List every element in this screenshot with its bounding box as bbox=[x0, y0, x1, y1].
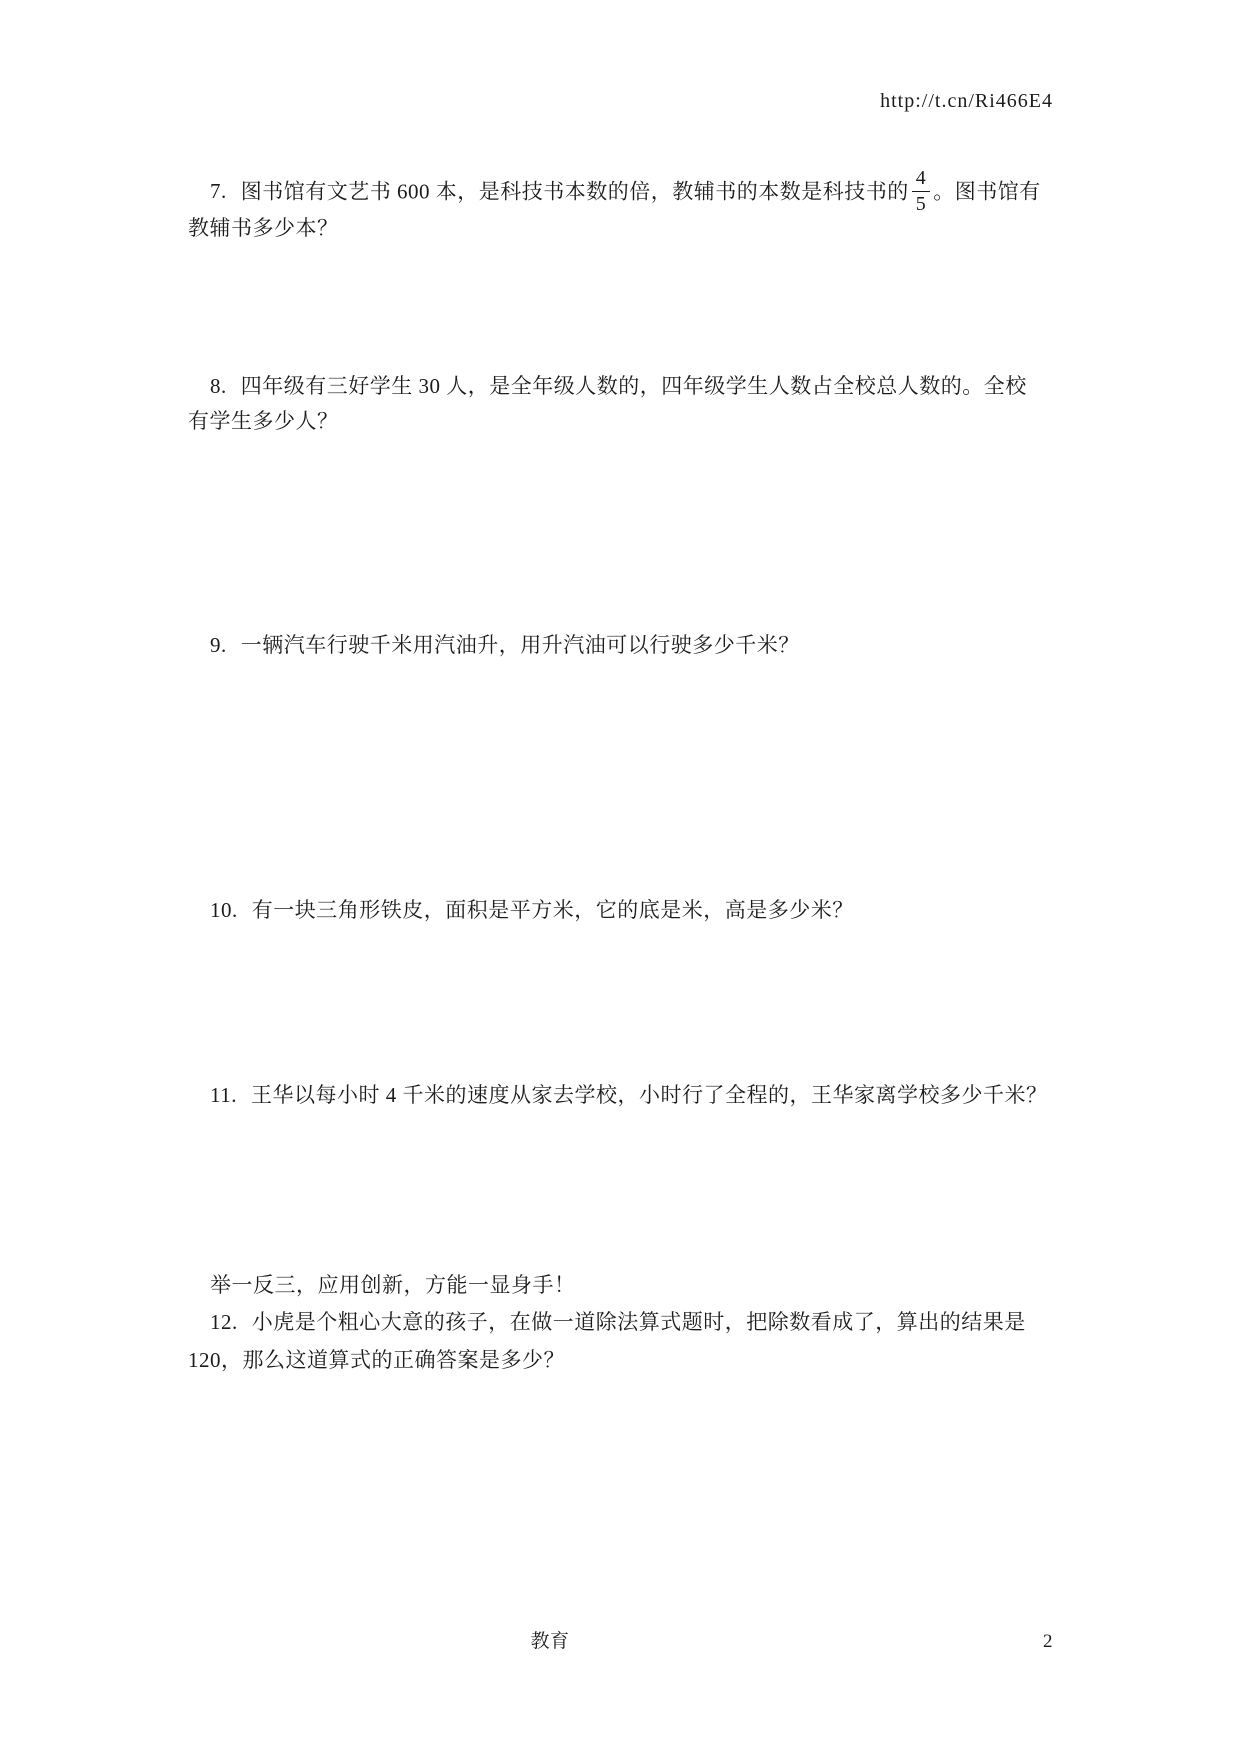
question-11 bbox=[210, 1080, 1047, 1110]
question-10-number: 10. bbox=[210, 898, 238, 922]
question-8-text: 四年级有三好学生 30 人，是全年级人数的，四年级学生人数占全校总人数的。全校 bbox=[240, 374, 1027, 398]
fraction-four-fifths bbox=[912, 167, 931, 216]
fraction-denominator: 5 bbox=[915, 193, 927, 215]
header-url: http://t.cn/Ri466E4 bbox=[880, 90, 1053, 112]
question-7-number: 7. bbox=[210, 179, 227, 204]
question-8-number: 8. bbox=[210, 374, 227, 398]
question-9-text: 一辆汽车行驶千米用汽油升，用升汽油可以行驶多少千米？ bbox=[240, 633, 800, 657]
footer-page-number: 2 bbox=[1043, 1631, 1053, 1652]
question-10-text: 有一块三角形铁皮，面积是平方米，它的底是米，高是多少米？ bbox=[251, 898, 854, 922]
question-12-line-2: 120，那么这道算式的正确答案是多少？ bbox=[188, 1348, 565, 1372]
question-11-number: 11. bbox=[210, 1083, 237, 1107]
question-7-text-after-fraction: 。图书馆有 bbox=[933, 179, 1041, 204]
footer-site-label: 教育 bbox=[530, 1631, 570, 1652]
question-9-number: 9. bbox=[210, 633, 227, 657]
question-10 bbox=[210, 895, 854, 925]
fraction-numerator: 4 bbox=[912, 167, 931, 192]
question-8-line-2: 有学生多少人？ bbox=[188, 409, 339, 433]
section-note: 举一反三，应用创新，方能一显身手！ bbox=[210, 1273, 576, 1297]
question-7-line-2: 教辅书多少本？ bbox=[188, 216, 339, 240]
question-12-number: 12. bbox=[210, 1310, 238, 1334]
question-12-line-1 bbox=[210, 1307, 1026, 1337]
question-12-text: 小虎是个粗心大意的孩子，在做一道除法算式题时，把除数看成了，算出的结果是 bbox=[251, 1310, 1026, 1334]
question-11-text: 王华以每小时 4 千米的速度从家去学校，小时行了全程的，王华家离学校多少千米？ bbox=[250, 1083, 1048, 1107]
question-8-line-1 bbox=[210, 371, 1027, 401]
question-9 bbox=[210, 630, 800, 660]
question-7-text-before-fraction: 图书馆有文艺书 600 本，是科技书本数的倍，教辅书的本数是科技书的 bbox=[240, 179, 909, 204]
